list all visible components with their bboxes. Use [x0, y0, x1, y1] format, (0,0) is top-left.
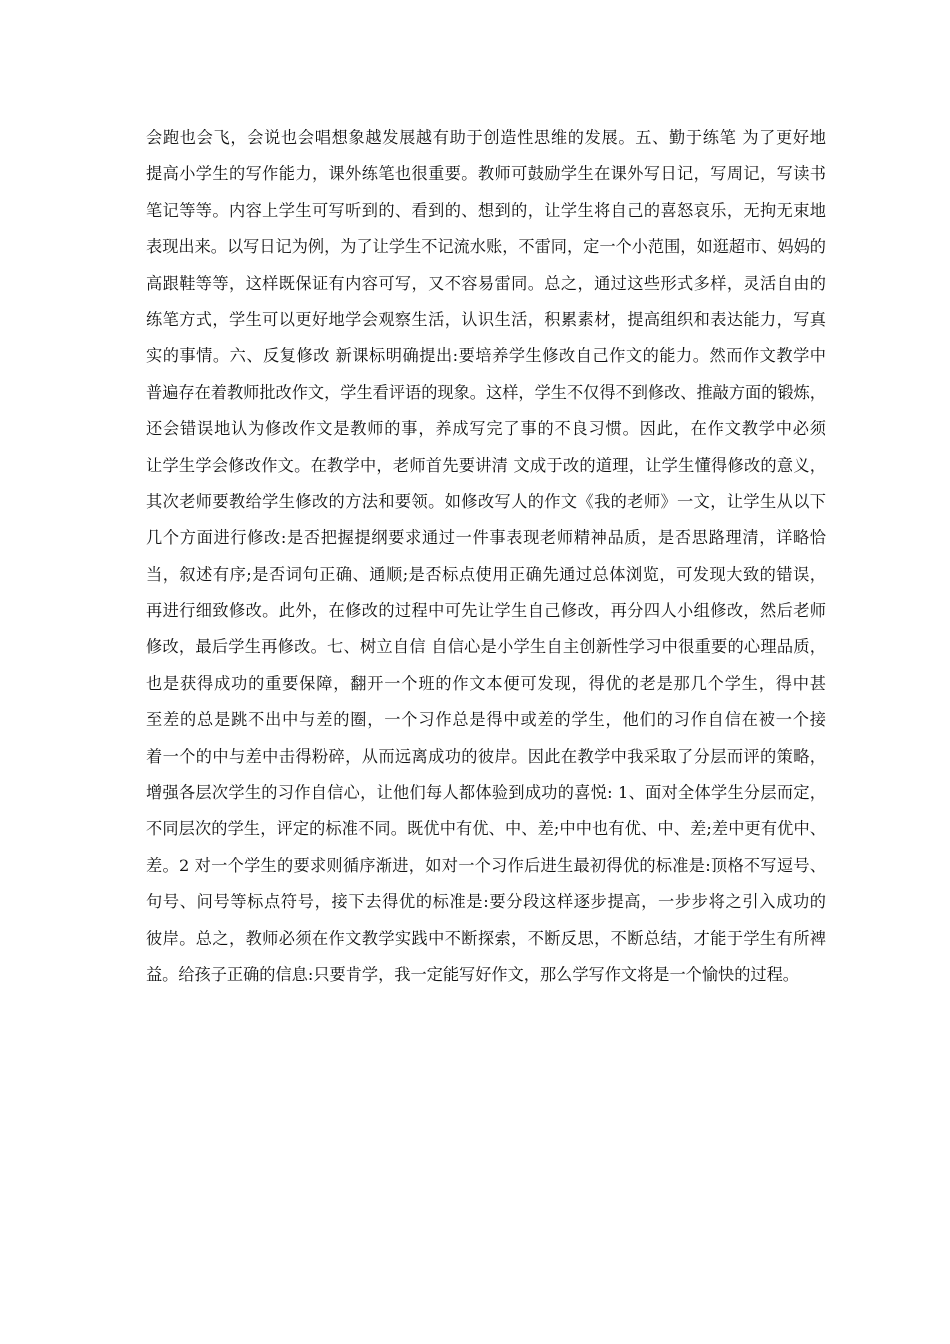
text-line: 笔记等等。内容上学生可写听到的、看到的、想到的，让学生将自己的喜怒哀乐，无拘无束地 — [146, 200, 826, 220]
text-line: 益。给孩子正确的信息:只要肯学，我一定能写好作文，那么学写作文将是一个愉快的过程。 — [146, 964, 799, 984]
text-line: 修改，最后学生再修改。七、树立自信 自信心是小学生自主创新性学习中很重要的心理品质， — [146, 637, 826, 657]
text-line: 其次老师要教给学生修改的方法和要领。如修改写人的作文《我的老师》一文，让学生从以下 — [146, 491, 826, 511]
text-line: 表现出来。以写日记为例，为了让学生不记流水账，不雷同，定一个小范围，如逛超市、妈妈的 — [146, 237, 826, 257]
text-line: 让学生学会修改作文。在教学中，老师首先要讲清 文成于改的道理，让学生懂得修改的意义， — [146, 455, 826, 475]
text-line: 句号、问号等标点符号，接下去得优的标准是:要分段这样逐步提高，一步步将之引入成功的 — [146, 892, 826, 912]
text-line: 也是获得成功的重要保障，翻开一个班的作文本便可发现，得优的老是那几个学生，得中甚 — [146, 673, 826, 693]
text-line: 实的事情。六、反复修改 新课标明确提出:要培养学生修改自己作文的能力。然而作文教学中 — [146, 346, 826, 366]
text-line: 还会错误地认为修改作文是教师的事，养成写完了事的不良习惯。因此，在作文教学中必须 — [146, 419, 826, 439]
text-line: 当，叙述有序;是否词句正确、通顺;是否标点使用正确先通过总体浏览，可发现大致的错误， — [146, 564, 826, 584]
text-line: 再进行细致修改。此外，在修改的过程中可先让学生自己修改，再分四人小组修改，然后老师 — [146, 601, 826, 621]
body-text — [146, 120, 826, 993]
text-line: 普遍存在着教师批改作文，学生看评语的现象。这样，学生不仅得不到修改、推敲方面的锻炼， — [146, 382, 826, 402]
text-line: 几个方面进行修改:是否把握提纲要求通过一件事表现老师精神品质，是否思路理清，详略恰 — [146, 528, 826, 548]
text-line: 高跟鞋等等，这样既保证有内容可写，又不容易雷同。总之，通过这些形式多样，灵活自由的 — [146, 273, 826, 293]
text-line: 提高小学生的写作能力，课外练笔也很重要。教师可鼓励学生在课外写日记，写周记，写读书 — [146, 164, 826, 184]
text-line: 会跑也会飞，会说也会唱想象越发展越有助于创造性思维的发展。五、勤于练笔 为了更好地 — [146, 128, 826, 147]
text-line: 不同层次的学生，评定的标准不同。既优中有优、中、差;中中也有优、中、差;差中更有优中、 — [146, 819, 826, 839]
text-line: 彼岸。总之，教师必须在作文教学实践中不断探索，不断反思，不断总结，才能于学生有所裨 — [146, 928, 826, 948]
text-line: 至差的总是跳不出中与差的圈，一个习作总是得中或差的学生，他们的习作自信在被一个接 — [146, 710, 826, 730]
text-line: 增强各层次学生的习作自信心，让他们每人都体验到成功的喜悦: 1、面对全体学生分层而定， — [146, 783, 826, 803]
text-line: 着一个的中与差中击得粉碎，从而远离成功的彼岸。因此在教学中我采取了分层而评的策略， — [146, 746, 826, 766]
text-line: 差。2 对一个学生的要求则循序渐进，如对一个习作后进生最初得优的标准是:顶格不写逗号、 — [146, 855, 826, 875]
text-line: 练笔方式，学生可以更好地学会观察生活，认识生活，积累素材，提高组织和表达能力，写真 — [146, 309, 826, 329]
